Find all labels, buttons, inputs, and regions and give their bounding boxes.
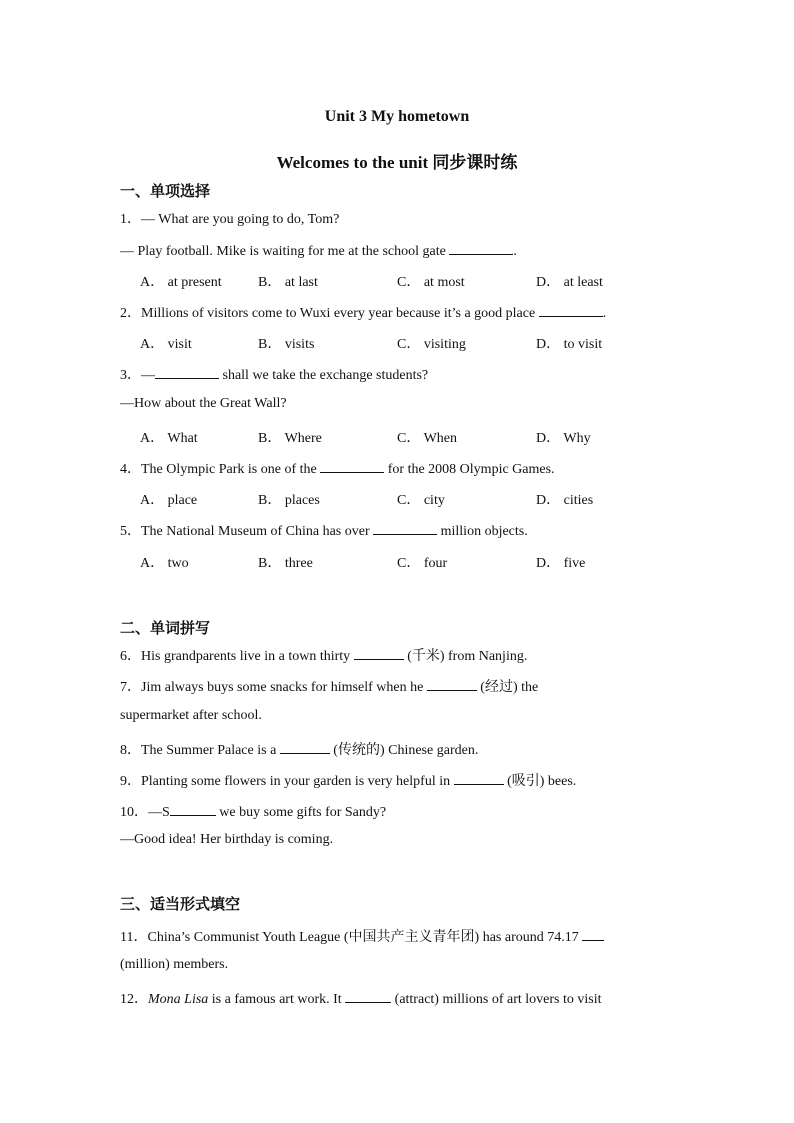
question-4-stem: 4．The Olympic Park is one of the for the 2008 Olympic Games. <box>120 458 555 478</box>
option-a[interactable]: A． two <box>140 556 189 571</box>
option-a[interactable]: A． at present <box>140 275 222 290</box>
option-c[interactable]: C． four <box>397 556 448 571</box>
option-d[interactable]: D． five <box>536 556 586 571</box>
question-11: 11．China’s Communist Youth League (中国共产主义青年团) has around 74.17 <box>120 926 604 946</box>
answer-blank[interactable] <box>582 926 604 941</box>
question-1-line2: — Play football. Mike is waiting for me at the school gate . <box>120 240 517 260</box>
option-c[interactable]: C． When <box>397 431 458 446</box>
option-a[interactable]: A． place <box>140 493 198 508</box>
option-a[interactable]: A． What <box>140 431 198 446</box>
answer-blank[interactable] <box>427 676 477 691</box>
option-b[interactable]: B． Where <box>258 431 322 446</box>
option-b[interactable]: B． at last <box>258 275 318 290</box>
answer-blank[interactable] <box>320 458 384 473</box>
option-d[interactable]: D． cities <box>536 493 594 508</box>
section-heading-1: 一、单项选择 <box>120 182 211 200</box>
question-5-stem: 5．The National Museum of China has over million objects. <box>120 520 528 540</box>
question-9: 9．Planting some flowers in your garden is very helpful in (吸引) bees. <box>120 770 576 790</box>
option-d[interactable]: D． to visit <box>536 337 603 352</box>
question-10: 10．—S we buy some gifts for Sandy? <box>120 801 386 821</box>
question-7-line2: supermarket after school. <box>120 708 262 723</box>
question-10-line2: —Good idea! Her birthday is coming. <box>120 832 334 847</box>
question-11-line2: (million) members. <box>120 957 229 972</box>
option-d[interactable]: D． Why <box>536 431 591 446</box>
option-c[interactable]: C． city <box>397 493 445 508</box>
option-a[interactable]: A． visit <box>140 337 192 352</box>
option-c[interactable]: C． at most <box>397 275 465 290</box>
question-12: 12．Mona Lisa is a famous art work. It (attract) millions of art lovers to visit <box>120 988 602 1008</box>
option-c[interactable]: C． visiting <box>397 337 466 352</box>
question-8: 8．The Summer Palace is a (传统的) Chinese garden. <box>120 739 478 759</box>
option-b[interactable]: B． visits <box>258 337 315 352</box>
answer-blank[interactable] <box>170 801 216 816</box>
answer-blank[interactable] <box>155 364 219 379</box>
option-b[interactable]: B． places <box>258 493 320 508</box>
option-d[interactable]: D． at least <box>536 275 603 290</box>
question-1-stem: 1．— What are you going to do, Tom? <box>120 212 340 227</box>
answer-blank[interactable] <box>539 302 603 317</box>
section-heading-3: 三、适当形式填空 <box>120 895 241 913</box>
page-title: Unit 3 My hometown <box>324 108 470 125</box>
answer-blank[interactable] <box>454 770 504 785</box>
question-2-stem: 2．Millions of visitors come to Wuxi every year because it’s a good place . <box>120 302 606 322</box>
answer-blank[interactable] <box>280 739 330 754</box>
answer-blank[interactable] <box>345 988 391 1003</box>
answer-blank[interactable] <box>449 240 513 255</box>
answer-blank[interactable] <box>373 520 437 535</box>
answer-blank[interactable] <box>354 645 404 660</box>
question-6: 6．His grandparents live in a town thirty (千米) from Nanjing. <box>120 645 527 665</box>
page-subtitle: Welcomes to the unit 同步课时练 <box>276 153 518 172</box>
artwork-title: Mona Lisa <box>148 992 209 1007</box>
section-heading-2: 二、单词拼写 <box>120 619 211 637</box>
question-7: 7．Jim always buys some snacks for himself when he (经过) the <box>120 676 538 696</box>
question-3-line2: —How about the Great Wall? <box>120 396 287 411</box>
question-3-stem: 3．— shall we take the exchange students? <box>120 364 428 384</box>
option-b[interactable]: B． three <box>258 556 313 571</box>
